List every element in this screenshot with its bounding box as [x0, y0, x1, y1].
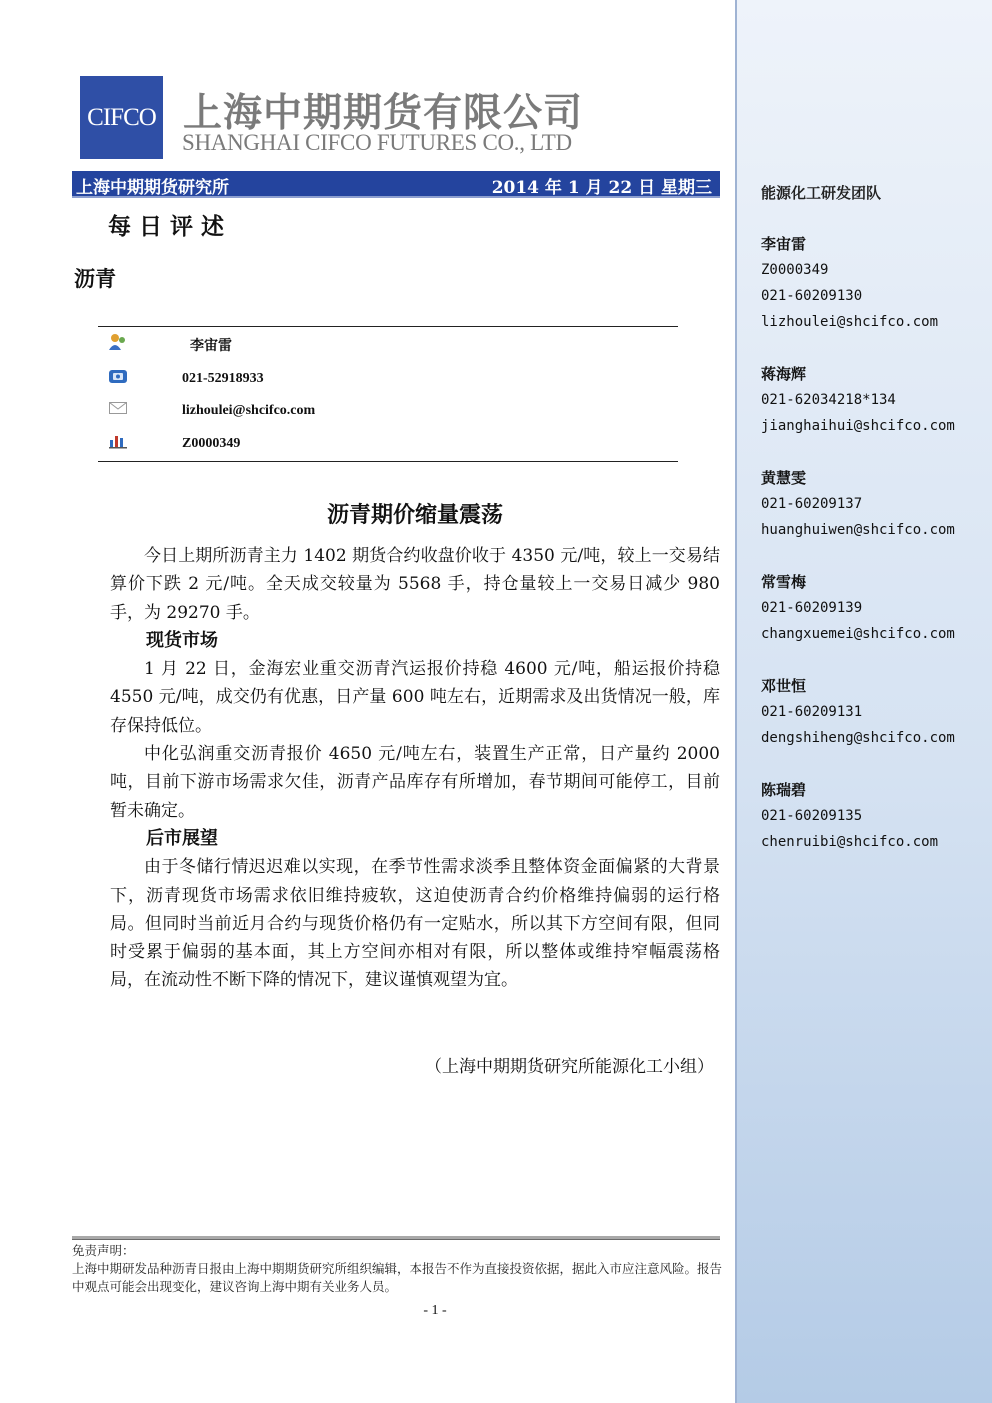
article-signature: （上海中期期货研究所能源化工小组） — [425, 1057, 714, 1077]
member-name: 黄慧雯 — [761, 469, 807, 487]
analyst-license: Z0000349 — [182, 436, 241, 451]
paragraph-spot-1: 1 月 22 日，金海宏业重交沥青汽运报价持稳 4600 元/吨，船运报价持稳 4550 元/吨，成交仍有优惠，日产量 600 吨左右，近期需求及出货情况一般，库存保持低位。 — [110, 659, 720, 736]
section-title: 每日评述 — [108, 213, 232, 240]
member-name: 常雪梅 — [761, 573, 807, 591]
footer-divider — [72, 1236, 720, 1240]
member-name: 蒋海辉 — [761, 365, 807, 383]
phone-icon — [108, 367, 128, 385]
team-member — [761, 361, 955, 439]
person-icon — [108, 333, 128, 351]
email-icon — [108, 399, 128, 417]
logo-text: CIFCO — [87, 103, 156, 131]
paragraph-spot-2: 中化弘润重交沥青报价 4650 元/吨左右，装置生产正常，日产量约 2000 吨，目前下游市场需求欠佳，沥青产品库存有所增加，春节期间可能停工，目前暂未确定。 — [110, 744, 720, 821]
member-phone: 021-62034218*134 — [761, 392, 896, 408]
team-member — [761, 569, 955, 647]
analyst-contact-box — [98, 326, 678, 462]
outlook-heading: 后市展望 — [146, 827, 218, 849]
analyst-phone: 021-52918933 — [182, 371, 264, 386]
member-email[interactable]: chenruibi@shcifco.com — [761, 834, 939, 850]
member-email[interactable]: dengshiheng@shcifco.com — [761, 730, 955, 746]
disclaimer — [72, 1242, 722, 1296]
chart-icon — [108, 431, 128, 449]
report-date: 2014 年 1 月 22 日 星期三 — [491, 178, 712, 198]
member-email[interactable]: jianghaihui@shcifco.com — [761, 418, 955, 434]
article-body — [110, 542, 720, 995]
member-name: 李宙雷 — [761, 235, 807, 253]
disclaimer-text: 上海中期研发品种沥青日报由上海中期期货研究所组织编辑，本报告不作为直接投资依据，据此入市应注意风险。报告中观点可能会出现变化，建议咨询上海中期有关业务人员。 — [72, 1261, 723, 1294]
member-phone: 021-60209135 — [761, 808, 863, 824]
analyst-name: 李宙雷 — [190, 339, 232, 354]
team-member — [761, 465, 955, 543]
member-phone: 021-60209131 — [761, 704, 863, 720]
member-email[interactable]: lizhoulei@shcifco.com — [761, 314, 939, 330]
header-bar — [72, 171, 720, 198]
company-name-en: SHANGHAI CIFCO FUTURES CO., LTD — [182, 130, 572, 155]
article-title: 沥青期价缩量震荡 — [326, 502, 503, 528]
member-email[interactable]: huanghuiwen@shcifco.com — [761, 522, 955, 538]
page-number: - 1 - — [423, 1303, 447, 1318]
team-sidebar — [735, 0, 992, 1403]
company-name-cn: 上海中期期货有限公司 — [183, 91, 584, 136]
team-title: 能源化工研发团队 — [761, 184, 882, 202]
member-phone: 021-60209130 — [761, 288, 863, 304]
member-license: Z0000349 — [761, 262, 829, 278]
team-member — [761, 777, 938, 855]
member-phone: 021-60209139 — [761, 600, 863, 616]
product-title: 沥青 — [74, 266, 116, 291]
analyst-email[interactable]: lizhoulei@shcifco.com — [182, 403, 316, 418]
team-member — [761, 673, 955, 751]
member-name: 邓世恒 — [761, 677, 807, 695]
paragraph-outlook: 由于冬储行情迟迟难以实现，在季节性需求淡季且整体资金面偏紧的大背景下，沥青现货市场需求依旧维持疲软，这迫使沥青合约价格维持偏弱的运行格局。但同时当前近月合约与现货价格仍有一定贴水，所以其下方空间有限，但同时受累于偏弱的基本面，其上方空间亦相对有限，所以整体或维持窄幅震荡格局，在流动性不断下降的情况下，建议谨慎观望为宜。 — [110, 857, 720, 991]
member-name: 陈瑞碧 — [761, 781, 807, 799]
team-member — [761, 231, 938, 335]
disclaimer-title: 免责声明： — [72, 1243, 135, 1258]
company-logo — [80, 76, 163, 159]
paragraph-summary: 今日上期所沥青主力 1402 期货合约收盘价收于 4350 元/吨，较上一交易结算价下跌 2 元/吨。全天成交较量为 5568 手，持仓量较上一交易日减少 980 手，为 29270 手。 — [110, 546, 720, 623]
institute-name: 上海中期期货研究所 — [76, 178, 229, 198]
member-phone: 021-60209137 — [761, 496, 863, 512]
member-email[interactable]: changxuemei@shcifco.com — [761, 626, 955, 642]
spot-market-heading: 现货市场 — [146, 629, 218, 651]
